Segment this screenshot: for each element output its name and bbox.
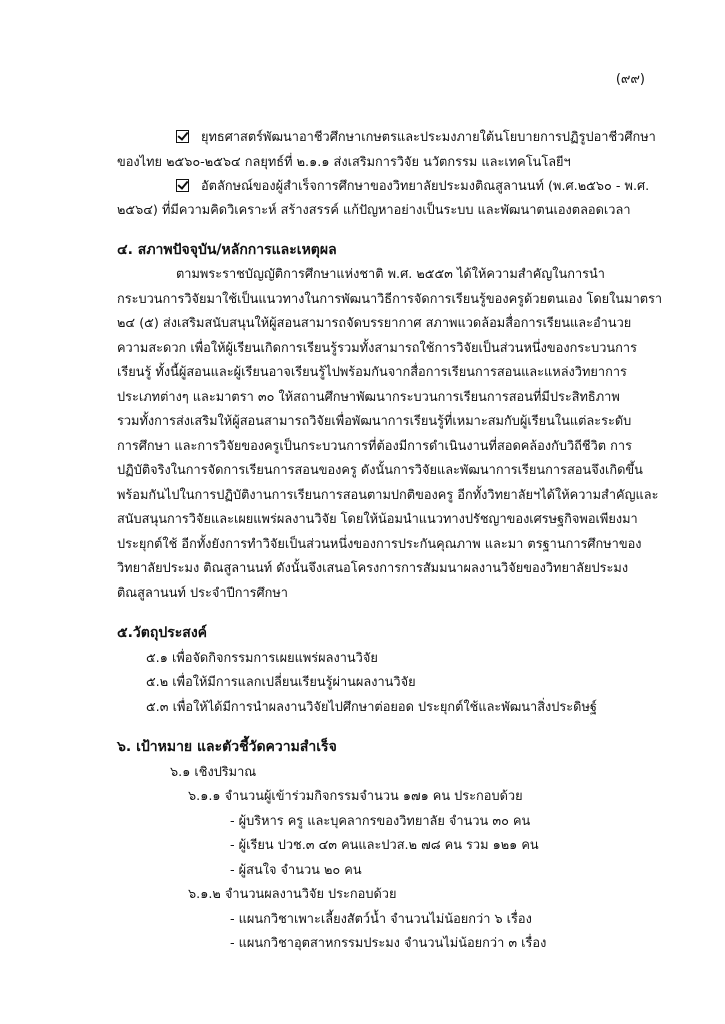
page-number: (๙๙) — [615, 72, 645, 87]
checklist-text-continued: ๒๕๖๔) ที่มีความคิดวิเคราะห์ สร้างสรรค์ แก้ปัญหาอย่างเป็นระบบ และพัฒนาตนเองตลอดเวลา — [117, 203, 631, 218]
target-point: - ผู้เรียน ปวช.๓ ๔๓ คนและปวส.๒ ๗๘ คน รวม ๑๒๑ คน — [230, 838, 539, 853]
subsection-title: ๖.๑ เชิงปริมาณ — [170, 765, 257, 780]
paragraph-line: พร้อมกันไปในการปฏิบัติงานการเรียนการสอนตามปกติของครู อีกทั้งวิทยาลัยฯได้ให้ความสำคัญและ — [117, 488, 659, 503]
checkbox-checked-icon — [176, 130, 189, 143]
paragraph-line: วิทยาลัยประมง ติณสูลานนท์ ดังนั้นจึงเสนอโครงการการสัมมนาผลงานวิจัยของวิทยาลัยประมง — [117, 561, 629, 576]
paragraph-line: ๒๔ (๕) ส่งเสริมสนับสนุนให้ผู้สอนสามารถจัดบรรยากาศ สภาพแวดล้อมสื่อการเรียนและอำนวย — [117, 316, 632, 331]
paragraph-line: สนับสนุนการวิจัยและเผยแพร่ผลงานวิจัย โดยให้น้อมนำแนวทางปรัชญาของเศรษฐกิจพอเพียงมา — [117, 512, 638, 527]
paragraph-line: ติณสูลานนท์ ประจำปีการศึกษา — [117, 586, 288, 601]
target-item: ๖.๑.๑ จำนวนผู้เข้าร่วมกิจกรรมจำนวน ๑๗๑ คน ประกอบด้วย — [188, 789, 523, 804]
paragraph-line: กระบวนการวิจัยมาใช้เป็นแนวทางในการพัฒนาวิธีการจัดการเรียนรู้ของครูด้วยตนเอง โดยในมาตรา — [117, 292, 663, 307]
paragraph-line: ประยุกต์ใช้ อีกทั้งยังการทำวิจัยเป็นส่วนหนึ่งของการประกันคุณภาพ และมา ตรฐานการศึกษาของ — [117, 537, 642, 552]
checklist-text: ยุทธศาสตร์พัฒนาอาชีวศึกษาเกษตรและประมงภายใต้นโยบายการปฏิรูปอาชีวศึกษา — [201, 130, 656, 145]
checkbox-checked-icon — [176, 179, 189, 192]
objective-item: ๕.๒ เพื่อให้มีการแลกเปลี่ยนเรียนรู้ผ่านผลงานวิจัย — [146, 675, 416, 690]
target-item: ๖.๑.๒ จำนวนผลงานวิจัย ประกอบด้วย — [188, 887, 397, 902]
paragraph-line: ปฏิบัติจริงในการจัดการเรียนการสอนของครู ดังนั้นการวิจัยและพัฒนาการเรียนการสอนจึงเกิดขึ้น — [117, 463, 643, 478]
target-point: - แผนกวิชาอุตสาหกรรมประมง จำนวนไม่น้อยกว่า ๓ เรื่อง — [230, 936, 547, 951]
section-heading: ๔. สภาพปัจจุบัน/หลักการและเหตุผล — [117, 242, 337, 258]
checklist-text-continued: ของไทย ๒๕๖๐-๒๕๖๔ กลยุทธ์ที่ ๒.๑.๑ ส่งเสริมการวิจัย นวัตกรรม และเทคโนโลยีฯ — [117, 155, 571, 170]
checklist-text: อัตลักษณ์ของผู้สำเร็จการศึกษาของวิทยาลัยประมงติณสูลานนท์ (พ.ศ.๒๕๖๐ - พ.ศ. — [201, 179, 650, 194]
paragraph-line: ตามพระราชบัญญัติการศึกษาแห่งชาติ พ.ศ. ๒๕๕๓ ได้ให้ความสำคัญในการนำ — [176, 267, 605, 282]
paragraph-line: เรียนรู้ ทั้งนี้ผู้สอนและผู้เรียนอาจเรียนรู้ไปพร้อมกันจากสื่อการเรียนการสอนและแหล่งวิทยาการ — [117, 365, 627, 380]
paragraph-line: ประเภทต่างๆ และมาตรา ๓๐ ให้สถานศึกษาพัฒนากระบวนการเรียนการสอนที่มีประสิทธิภาพ — [117, 390, 620, 405]
target-point: - ผู้บริหาร ครู และบุคลากรของวิทยาลัย จำนวน ๓๐ คน — [230, 814, 531, 829]
section-heading: ๖. เป้าหมาย และตัวชี้วัดความสำเร็จ — [117, 739, 337, 755]
paragraph-line: การศึกษา และการวิจัยของครูเป็นกระบวนการที่ต้องมีการดำเนินงานที่สอดคล้องกับวิถีชีวิต การ — [117, 439, 632, 454]
paragraph-line: ความสะดวก เพื่อให้ผู้เรียนเกิดการเรียนรู้รวมทั้งสามารถใช้การวิจัยเป็นส่วนหนึ่งของกระบวนการ — [117, 341, 637, 356]
paragraph-line: รวมทั้งการส่งเสริมให้ผู้สอนสามารถวิจัยเพื่อพัฒนาการเรียนรู้ที่เหมาะสมกับผู้เรียนในแต่ละระดับ — [117, 414, 632, 429]
target-point: - ผู้สนใจ จำนวน ๒๐ คน — [230, 863, 362, 878]
objective-item: ๕.๓ เพื่อให้ได้มีการนำผลงานวิจัยไปศึกษาต่อยอด ประยุกต์ใช้และพัฒนาสิ่งประดิษฐ์ — [146, 700, 597, 715]
target-point: - แผนกวิชาเพาะเลี้ยงสัตว์น้ำ จำนวนไม่น้อยกว่า ๖ เรื่อง — [230, 912, 532, 927]
checklist-item — [176, 128, 656, 147]
section-heading: ๕.วัตถุประสงค์ — [117, 625, 208, 641]
checklist-item — [176, 177, 649, 196]
objective-item: ๕.๑ เพื่อจัดกิจกรรมการเผยแพร่ผลงานวิจัย — [146, 651, 378, 666]
